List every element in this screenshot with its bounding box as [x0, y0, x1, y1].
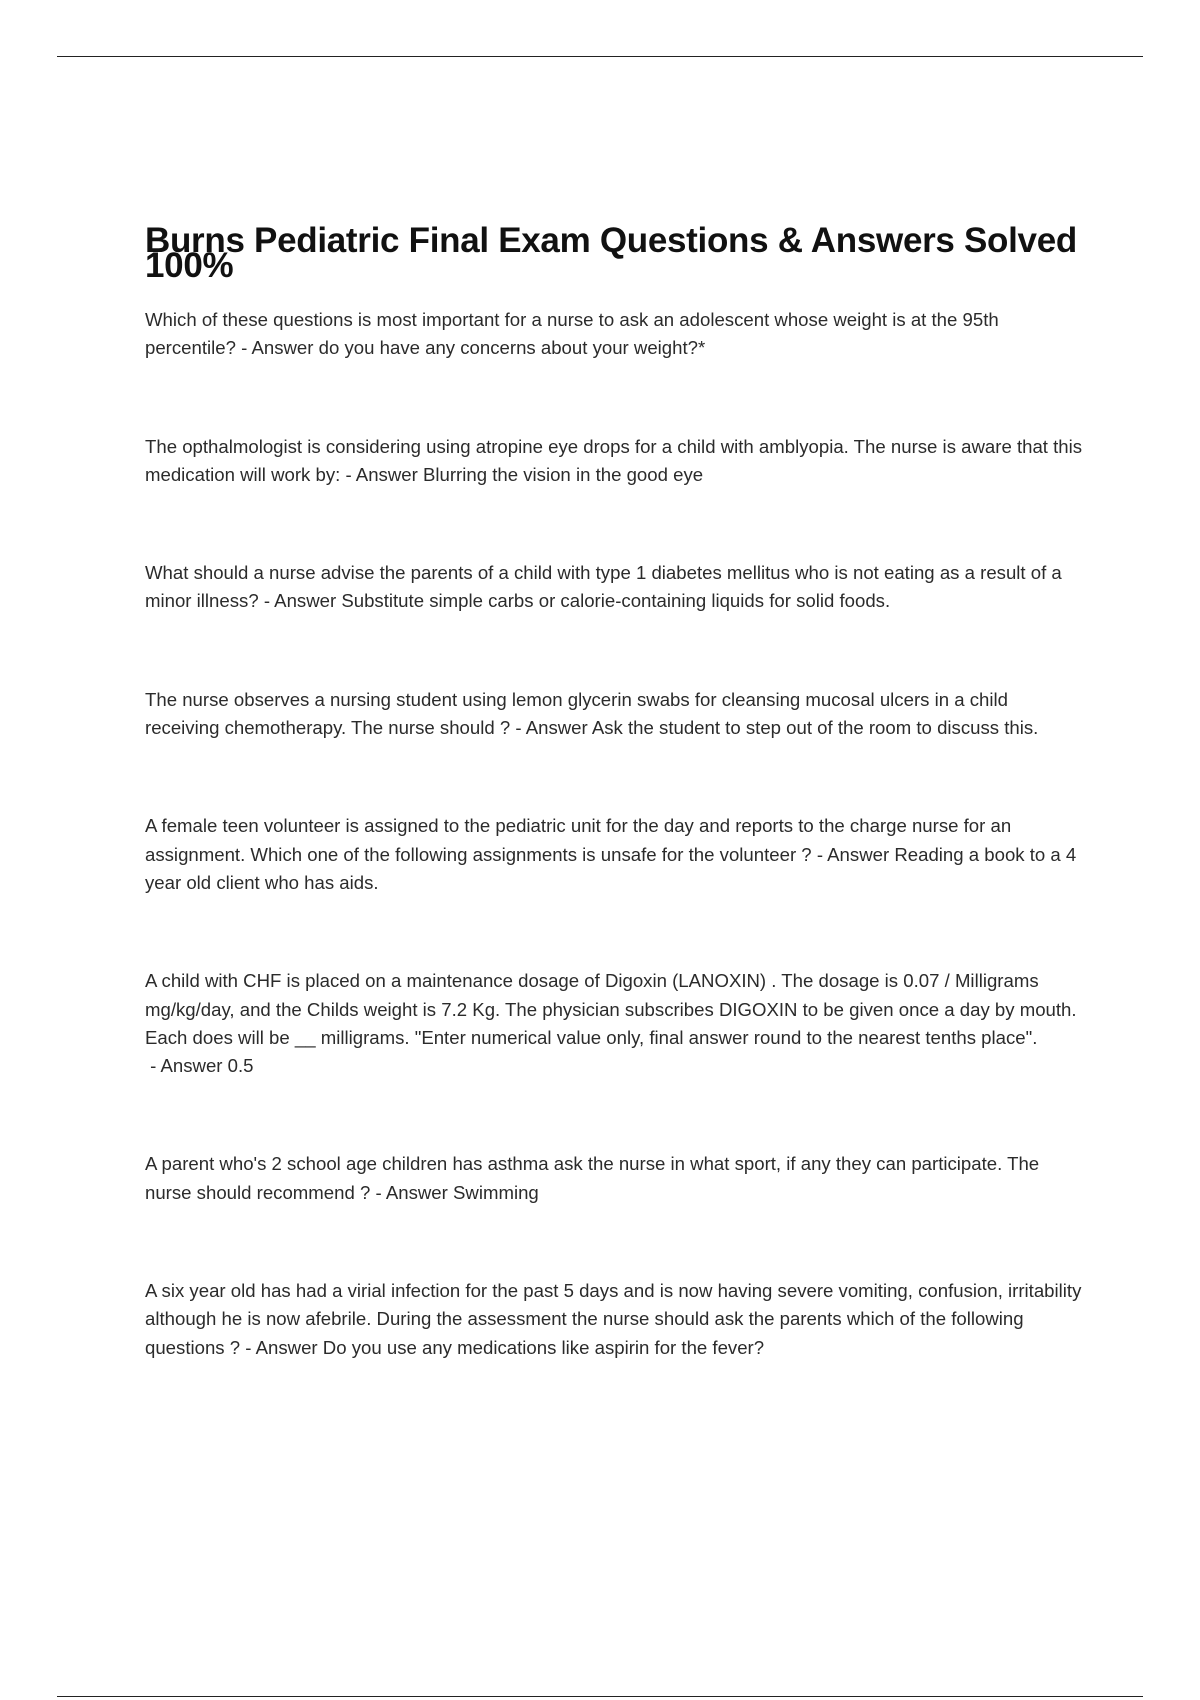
- answer-text: do you have any concerns about your weight?*: [318, 337, 706, 359]
- qa-item: [145, 686, 1085, 743]
- document-body: [145, 221, 1085, 1432]
- answer-text: Blurring the vision in the good eye: [422, 463, 704, 485]
- answer-text: Do you use any medications like aspirin for the fever?: [322, 1336, 765, 1358]
- question-text: The nurse observes a nursing student using lemon glycerin swabs for cleansing mucosal ulcers in a child receiving chemotherapy. The nurse should ?: [145, 688, 1008, 739]
- question-text: A parent who's 2 school age children has asthma ask the nurse in what sport, if any they can participate. The nurse should recommend ?: [145, 1153, 1040, 1203]
- bottom-rule: [57, 1696, 1143, 1697]
- top-rule: [57, 56, 1143, 57]
- answer-separator: - Answer: [340, 463, 423, 485]
- question-text: Which of these questions is most important for a nurse to ask an adolescent whose weight is at the 95th percentile?: [145, 309, 999, 359]
- answer-separator: - Answer: [370, 1181, 453, 1203]
- qa-item: [145, 433, 1085, 490]
- question-text: A six year old has had a virial infection for the past 5 days and is now having severe vomiting, confusion, irritability although he is now afebrile. During the assessment the nurse should ask the parents which of the following questions ?: [145, 1280, 1082, 1358]
- question-text: The opthalmologist is considering using atropine eye drops for a child with amblyopia. The nurse is aware that this medication will work by:: [145, 435, 1083, 485]
- answer-text: 0.5: [227, 1055, 254, 1077]
- answer-text: Swimming: [453, 1181, 539, 1203]
- answer-text: Reading a book to a 4 year old client who has aids.: [145, 843, 1077, 893]
- qa-item: [145, 1277, 1085, 1362]
- qa-item: [145, 306, 1085, 363]
- answer-separator: - Answer: [145, 1055, 228, 1077]
- qa-item: [145, 559, 1085, 616]
- qa-item: [145, 1150, 1085, 1207]
- question-text: A female teen volunteer is assigned to the pediatric unit for the day and reports to the charge nurse for an assignment. Which one of the following assignments is unsafe for the volunteer ?: [145, 815, 1012, 865]
- question-text: A child with CHF is placed on a maintenance dosage of Digoxin (LANOXIN) . The dosage is 0.07 / Milligrams mg/kg/day, and the Childs weight is 7.2 Kg. The physician subscribes DIGOXIN to be given once a day by mouth. Each does will be __ milligrams. "Enter numerical value only, final answer round to the nearest tenths place".: [145, 970, 1077, 1048]
- qa-item: [145, 967, 1085, 1080]
- answer-separator: - Answer: [510, 717, 592, 739]
- answer-separator: - Answer: [235, 337, 319, 359]
- answer-separator: - Answer: [240, 1336, 323, 1358]
- answer-text: Substitute simple carbs or calorie-containing liquids for solid foods.: [341, 590, 891, 612]
- answer-separator: - Answer: [811, 843, 895, 865]
- document-title: Burns Pediatric Final Exam Questions & Answers Solved 100%: [145, 221, 1077, 285]
- answer-separator: - Answer: [258, 590, 342, 612]
- qa-list: [145, 306, 1085, 1362]
- question-text: What should a nurse advise the parents of a child with type 1 diabetes mellitus who is not eating as a result of a minor illness?: [145, 562, 1062, 612]
- qa-item: [145, 812, 1085, 897]
- answer-text: Ask the student to step out of the room to discuss this.: [591, 717, 1039, 739]
